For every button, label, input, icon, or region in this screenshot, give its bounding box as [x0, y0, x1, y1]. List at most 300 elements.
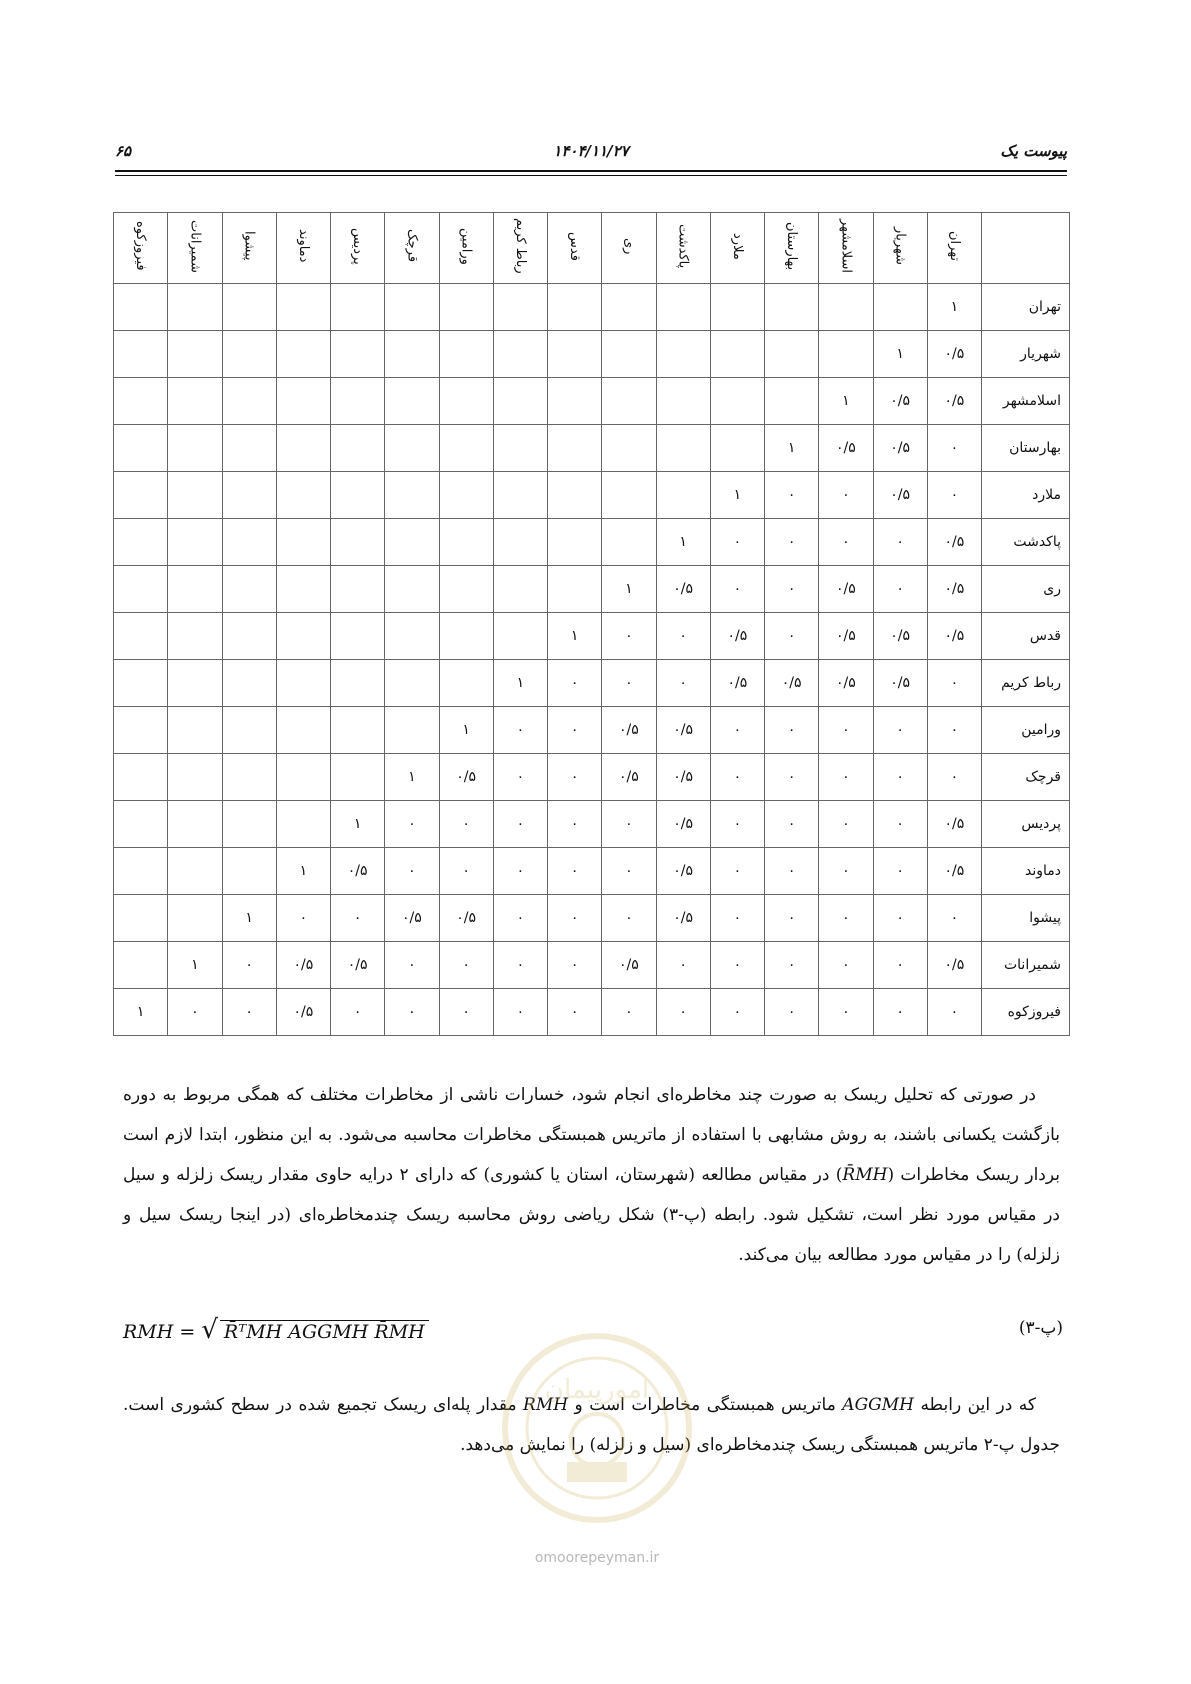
- column-header-label: شمیرانات: [187, 219, 203, 273]
- table-cell: [493, 566, 547, 613]
- table-cell: ۱: [114, 989, 168, 1036]
- table-cell: [656, 331, 710, 378]
- table-cell: ۰: [765, 942, 819, 989]
- table-row: [114, 754, 1070, 801]
- watermark-logo: [497, 1328, 697, 1528]
- table-row: [114, 331, 1070, 378]
- table-row: [114, 942, 1070, 989]
- table-cell: [602, 378, 656, 425]
- table-cell: [656, 425, 710, 472]
- column-header-label: ورامین: [458, 227, 474, 265]
- table-cell: ۰: [927, 754, 981, 801]
- table-cell: ۰: [656, 942, 710, 989]
- row-label: پاکدشت: [982, 519, 1070, 566]
- table-cell: ۰/۵: [873, 425, 927, 472]
- table-cell: ۰/۵: [331, 848, 385, 895]
- table-cell: [710, 425, 764, 472]
- table-cell: ۰: [710, 895, 764, 942]
- table-cell: [439, 660, 493, 707]
- table-row: [114, 425, 1070, 472]
- table-cell: [114, 519, 168, 566]
- table-cell: ۰: [710, 519, 764, 566]
- table-cell: [331, 613, 385, 660]
- table-cell: ۰: [765, 566, 819, 613]
- page-number: ۶۵: [115, 142, 132, 160]
- table-cell: [385, 284, 439, 331]
- table-cell: [656, 378, 710, 425]
- table-corner-cell: [982, 213, 1070, 284]
- table-cell: [276, 754, 330, 801]
- row-label: ورامین: [982, 707, 1070, 754]
- column-header-label: ملارد: [729, 232, 745, 260]
- table-cell: ۰: [873, 895, 927, 942]
- table-cell: [493, 378, 547, 425]
- row-label: قرچک: [982, 754, 1070, 801]
- table-cell: [222, 566, 276, 613]
- table-row: [114, 472, 1070, 519]
- table-cell: ۰/۵: [819, 566, 873, 613]
- column-header: [548, 213, 602, 284]
- table-cell: ۰/۵: [873, 660, 927, 707]
- paragraph-text: که در این رابطه: [913, 1395, 1036, 1415]
- table-cell: ۰: [331, 989, 385, 1036]
- table-cell: ۰/۵: [656, 754, 710, 801]
- table-cell: [222, 519, 276, 566]
- table-cell: ۰/۵: [765, 660, 819, 707]
- page-header: [115, 138, 1067, 168]
- table-cell: ۰/۵: [927, 378, 981, 425]
- table-cell: ۰/۵: [873, 378, 927, 425]
- table-cell: ۰/۵: [439, 754, 493, 801]
- table-cell: ۰: [710, 801, 764, 848]
- table-cell: [331, 660, 385, 707]
- table-cell: ۰: [493, 989, 547, 1036]
- table-cell: ۰/۵: [873, 472, 927, 519]
- table-cell: [114, 425, 168, 472]
- column-header-label: قرچک: [404, 229, 420, 263]
- table-cell: ۰/۵: [927, 848, 981, 895]
- table-cell: [493, 331, 547, 378]
- table-cell: [385, 613, 439, 660]
- column-header-label: رباط کریم: [512, 218, 528, 274]
- table-cell: ۱: [439, 707, 493, 754]
- table-cell: ۰: [819, 472, 873, 519]
- table-cell: [114, 660, 168, 707]
- paragraph-text: ) در مقیاس مطالعه (شهرستان، استان یا کشوری) که دارای ۲ درایه حاوی مقدار ریسک زلزله و سیل در مقیاس مورد نظر است، تشکیل شود. رابطه (پ-۳) شکل ریاضی روش محاسبه ریسک چندمخاطره‌ای (در اینجا ریسک سیل و زلزله) را در مقیاس مورد مطالعه بیان می‌کند.: [123, 1165, 1060, 1265]
- table-row: [114, 519, 1070, 566]
- table-cell: ۱: [656, 519, 710, 566]
- table-cell: ۰/۵: [927, 801, 981, 848]
- table-cell: [114, 754, 168, 801]
- table-cell: ۰: [548, 895, 602, 942]
- table-cell: [114, 613, 168, 660]
- table-cell: ۰: [602, 801, 656, 848]
- table-cell: [331, 331, 385, 378]
- table-cell: [602, 425, 656, 472]
- table-cell: [114, 378, 168, 425]
- table-cell: [222, 660, 276, 707]
- table-cell: [548, 425, 602, 472]
- table-cell: ۰: [548, 754, 602, 801]
- column-header: [710, 213, 764, 284]
- table-cell: ۰/۵: [331, 942, 385, 989]
- table-cell: [168, 519, 222, 566]
- watermark-url: omoorepeyman.ir: [534, 1550, 660, 1566]
- table-cell: ۰/۵: [276, 989, 330, 1036]
- table-cell: ۰/۵: [656, 801, 710, 848]
- table-cell: ۰/۵: [927, 613, 981, 660]
- table-cell: [331, 566, 385, 613]
- row-label: ری: [982, 566, 1070, 613]
- table-cell: ۱: [548, 613, 602, 660]
- table-cell: [276, 566, 330, 613]
- column-header-label: شهریار: [892, 227, 908, 265]
- table-cell: [439, 284, 493, 331]
- table-cell: ۰: [710, 754, 764, 801]
- table-cell: [276, 519, 330, 566]
- table-cell: [222, 707, 276, 754]
- table-cell: [222, 331, 276, 378]
- column-header: [331, 213, 385, 284]
- table-cell: ۱: [602, 566, 656, 613]
- table-cell: ۰: [493, 848, 547, 895]
- table-cell: [222, 284, 276, 331]
- table-cell: ۰: [276, 895, 330, 942]
- table-cell: [873, 284, 927, 331]
- table-cell: [710, 284, 764, 331]
- table-cell: ۰/۵: [602, 942, 656, 989]
- table-cell: ۰: [873, 848, 927, 895]
- table-cell: [276, 660, 330, 707]
- table-cell: ۰: [656, 989, 710, 1036]
- table-cell: [602, 472, 656, 519]
- column-header-label: پاکدشت: [675, 223, 691, 269]
- table-cell: [548, 378, 602, 425]
- table-cell: ۰/۵: [656, 707, 710, 754]
- table-cell: [222, 848, 276, 895]
- table-cell: [710, 331, 764, 378]
- table-cell: [222, 425, 276, 472]
- table-cell: ۰/۵: [439, 895, 493, 942]
- table-cell: [493, 425, 547, 472]
- table-cell: [168, 895, 222, 942]
- table-row: [114, 378, 1070, 425]
- table-cell: ۰: [439, 801, 493, 848]
- table-cell: ۰/۵: [602, 754, 656, 801]
- equation-lhs: RMH =: [123, 1321, 196, 1343]
- column-header-label: بهارستان: [784, 221, 800, 271]
- table-cell: [548, 472, 602, 519]
- table-cell: [710, 378, 764, 425]
- table-cell: ۰: [385, 801, 439, 848]
- table-cell: [493, 519, 547, 566]
- table-cell: [222, 754, 276, 801]
- table-cell: ۰: [439, 942, 493, 989]
- table-cell: ۰: [819, 754, 873, 801]
- table-cell: [385, 519, 439, 566]
- table-cell: ۰: [927, 895, 981, 942]
- column-header-label: فیروزکوه: [133, 221, 149, 271]
- table-cell: [168, 331, 222, 378]
- table-cell: ۰/۵: [656, 848, 710, 895]
- table-cell: ۱: [331, 801, 385, 848]
- table-cell: ۰: [710, 848, 764, 895]
- column-header: [602, 213, 656, 284]
- table-cell: ۰: [765, 707, 819, 754]
- table-cell: ۱: [385, 754, 439, 801]
- header-rule: [115, 170, 1067, 172]
- table-cell: [168, 707, 222, 754]
- section-title: پیوست یک: [1000, 142, 1067, 160]
- table-cell: [331, 519, 385, 566]
- table-cell: ۱: [493, 660, 547, 707]
- table-cell: [331, 754, 385, 801]
- table-cell: [385, 566, 439, 613]
- table-cell: ۰: [548, 660, 602, 707]
- table-cell: ۰: [602, 848, 656, 895]
- table-cell: ۰: [765, 754, 819, 801]
- table-cell: [548, 566, 602, 613]
- table-cell: ۰: [873, 707, 927, 754]
- column-header-label: قدس: [567, 231, 583, 261]
- correlation-matrix-table: [113, 212, 1070, 1036]
- table-cell: ۰: [439, 848, 493, 895]
- table-cell: ۰/۵: [873, 613, 927, 660]
- table-cell: ۰: [873, 942, 927, 989]
- table-cell: ۰: [710, 942, 764, 989]
- table-cell: [548, 331, 602, 378]
- table-cell: [765, 284, 819, 331]
- row-label: ملارد: [982, 472, 1070, 519]
- column-header-label: اسلامشهر: [838, 219, 854, 273]
- column-header: [656, 213, 710, 284]
- table-cell: [114, 801, 168, 848]
- table-cell: [276, 378, 330, 425]
- table-cell: ۰: [493, 942, 547, 989]
- table-cell: ۰: [656, 660, 710, 707]
- header-rule-thin: [115, 175, 1067, 176]
- column-header: [873, 213, 927, 284]
- table-cell: ۱: [819, 378, 873, 425]
- paragraph-text: در صورتی که تحلیل ریسک به صورت چند مخاطره‌ای انجام شود، خسارات ناشی از مخاطرات مختلف که همگی مربوط به دوره بازگشت یکسانی باشند، به روش مشابهی با استفاده از ماتریس همبستگی مخاطرات محاسبه می‌شود. به این منظور، ابتدا لازم است بردار ریسک مخاطرات (: [123, 1085, 1060, 1185]
- table-cell: [168, 613, 222, 660]
- table-cell: [276, 801, 330, 848]
- column-header-label: پردیس: [350, 227, 366, 265]
- table-cell: [276, 284, 330, 331]
- table-cell: [114, 895, 168, 942]
- table-cell: ۰/۵: [656, 566, 710, 613]
- table-cell: ۱: [710, 472, 764, 519]
- table-cell: ۰: [602, 660, 656, 707]
- table-cell: ۰: [873, 989, 927, 1036]
- table-cell: [656, 472, 710, 519]
- table-cell: ۰/۵: [927, 331, 981, 378]
- table-cell: ۰/۵: [602, 707, 656, 754]
- table-cell: ۰: [873, 566, 927, 613]
- table-cell: ۱: [222, 895, 276, 942]
- table-cell: [439, 331, 493, 378]
- table-row: [114, 707, 1070, 754]
- table-cell: ۰/۵: [927, 566, 981, 613]
- table-row: [114, 895, 1070, 942]
- row-label: بهارستان: [982, 425, 1070, 472]
- table-cell: [602, 331, 656, 378]
- table-cell: ۰: [222, 942, 276, 989]
- table-cell: ۰: [765, 848, 819, 895]
- table-cell: [331, 425, 385, 472]
- table-cell: [765, 378, 819, 425]
- table-cell: ۰/۵: [927, 519, 981, 566]
- table-row: [114, 660, 1070, 707]
- column-header: [276, 213, 330, 284]
- table-cell: [331, 378, 385, 425]
- rmh-symbol: RMH: [523, 1395, 569, 1415]
- table-cell: [548, 519, 602, 566]
- table-cell: [222, 801, 276, 848]
- table-cell: ۰: [765, 989, 819, 1036]
- table-cell: ۰/۵: [385, 895, 439, 942]
- table-cell: [493, 284, 547, 331]
- table-cell: ۰: [710, 566, 764, 613]
- table-cell: ۰: [927, 472, 981, 519]
- agg-symbol: AGGMH: [842, 1395, 914, 1415]
- table-cell: [114, 942, 168, 989]
- table-cell: ۰: [548, 707, 602, 754]
- column-header: [385, 213, 439, 284]
- table-cell: ۰: [493, 895, 547, 942]
- table-cell: [602, 284, 656, 331]
- table-cell: [439, 566, 493, 613]
- table-row: [114, 284, 1070, 331]
- table-cell: ۰: [602, 989, 656, 1036]
- table-cell: ۰: [602, 895, 656, 942]
- table-cell: ۰: [710, 707, 764, 754]
- table-cell: ۰: [710, 989, 764, 1036]
- table-cell: ۰: [385, 989, 439, 1036]
- table-cell: [222, 378, 276, 425]
- table-cell: [168, 472, 222, 519]
- table-cell: [276, 472, 330, 519]
- table-cell: [168, 425, 222, 472]
- table-cell: [439, 425, 493, 472]
- table-cell: [168, 848, 222, 895]
- table-cell: [114, 707, 168, 754]
- table-cell: ۰: [819, 848, 873, 895]
- column-header: [765, 213, 819, 284]
- row-label: پردیس: [982, 801, 1070, 848]
- column-header: [819, 213, 873, 284]
- table-cell: ۰: [548, 801, 602, 848]
- table-cell: ۰: [927, 660, 981, 707]
- table-cell: ۱: [927, 284, 981, 331]
- table-cell: [276, 331, 330, 378]
- table-cell: ۰: [873, 519, 927, 566]
- table-cell: ۰: [873, 754, 927, 801]
- row-label: دماوند: [982, 848, 1070, 895]
- row-label: شمیرانات: [982, 942, 1070, 989]
- row-label: رباط کریم: [982, 660, 1070, 707]
- table-cell: [168, 660, 222, 707]
- table-cell: ۰: [819, 942, 873, 989]
- table-cell: ۰: [819, 989, 873, 1036]
- table-cell: [493, 613, 547, 660]
- table-cell: [493, 472, 547, 519]
- table-cell: ۰/۵: [927, 942, 981, 989]
- table-cell: ۰: [927, 989, 981, 1036]
- column-header: [439, 213, 493, 284]
- table-cell: ۱: [765, 425, 819, 472]
- table-cell: ۰: [548, 848, 602, 895]
- column-header-label: تهران: [946, 231, 962, 261]
- table-cell: ۰/۵: [819, 425, 873, 472]
- table-cell: ۰: [548, 942, 602, 989]
- table-cell: [765, 331, 819, 378]
- table-cell: ۰: [493, 707, 547, 754]
- paragraph-text: ماتریس همبستگی مخاطرات است و: [568, 1395, 843, 1415]
- table-cell: [222, 472, 276, 519]
- table-cell: [385, 331, 439, 378]
- table-cell: [385, 378, 439, 425]
- table-cell: ۰: [765, 613, 819, 660]
- table-cell: ۰: [385, 942, 439, 989]
- svg-text:امورپیمان: امورپیمان: [544, 1375, 650, 1405]
- table-cell: ۰: [927, 425, 981, 472]
- equation-rhs: R̄ᵀMH AGGMH R̄MH: [220, 1320, 429, 1343]
- table-cell: ۰: [602, 613, 656, 660]
- table-cell: [385, 660, 439, 707]
- table-row: [114, 848, 1070, 895]
- row-label: فیروزکوه: [982, 989, 1070, 1036]
- table-cell: ۱: [168, 942, 222, 989]
- table-row: [114, 613, 1070, 660]
- table-cell: [168, 566, 222, 613]
- table-cell: [819, 284, 873, 331]
- row-label: پیشوا: [982, 895, 1070, 942]
- column-header-label: پیشوا: [241, 231, 257, 261]
- table-cell: ۰: [439, 989, 493, 1036]
- table-cell: ۰: [168, 989, 222, 1036]
- table-cell: [114, 566, 168, 613]
- table-cell: [168, 801, 222, 848]
- equation-number: (پ-۳): [1018, 1318, 1063, 1338]
- table-cell: ۰: [765, 801, 819, 848]
- table-cell: [276, 707, 330, 754]
- row-label: شهریار: [982, 331, 1070, 378]
- table-cell: [439, 519, 493, 566]
- table-cell: [819, 331, 873, 378]
- table-cell: ۰: [493, 754, 547, 801]
- table-cell: [222, 613, 276, 660]
- table-header-row: [114, 213, 1070, 284]
- table-cell: [114, 284, 168, 331]
- table-cell: ۰: [873, 801, 927, 848]
- table-row: [114, 801, 1070, 848]
- table-cell: ۰/۵: [819, 660, 873, 707]
- column-header-label: دماوند: [295, 229, 311, 263]
- table-cell: [168, 378, 222, 425]
- table-cell: [276, 613, 330, 660]
- row-label: تهران: [982, 284, 1070, 331]
- table-cell: ۰/۵: [656, 895, 710, 942]
- risk-vector-symbol: R̄MH: [842, 1165, 888, 1185]
- table-row: [114, 989, 1070, 1036]
- table-cell: ۰: [222, 989, 276, 1036]
- column-header: [927, 213, 981, 284]
- equation: [123, 1315, 429, 1345]
- table-cell: [385, 707, 439, 754]
- column-header: [114, 213, 168, 284]
- table-cell: ۰: [819, 895, 873, 942]
